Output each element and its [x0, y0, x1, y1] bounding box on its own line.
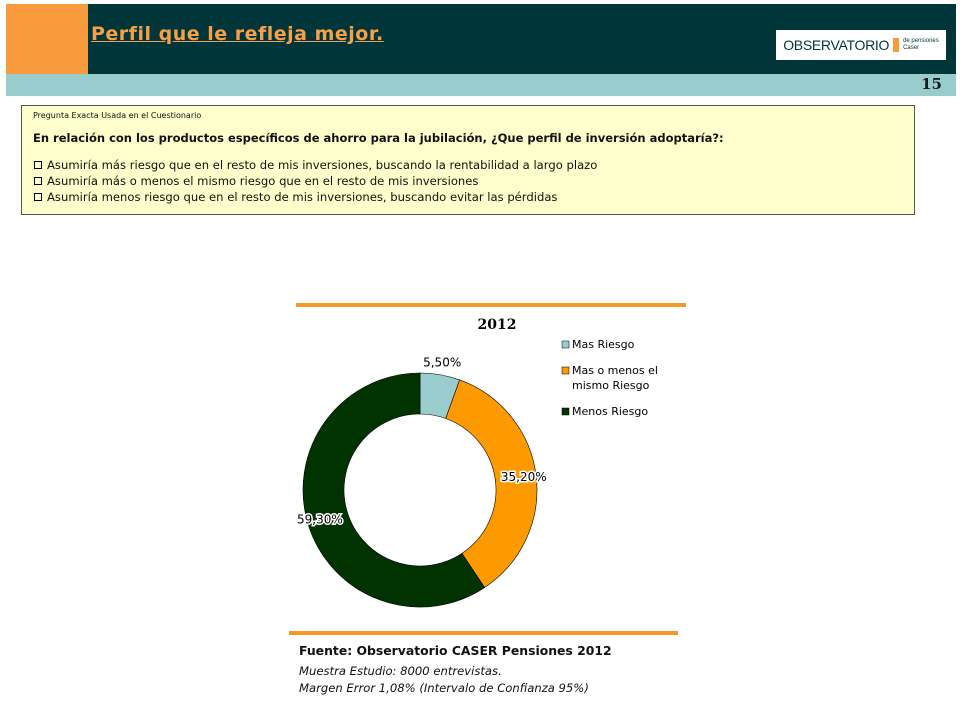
- legend-swatch-3: [562, 408, 569, 415]
- doughnut-chart: [290, 308, 690, 628]
- question-option: [33, 173, 906, 189]
- source-block: [299, 643, 612, 698]
- legend-swatch-2: [562, 367, 569, 374]
- question-options: [33, 157, 906, 205]
- observatorio-logo: [776, 30, 946, 60]
- source-title: Fuente: Observatorio CASER Pensiones 2012: [299, 643, 612, 658]
- page-number: 15: [921, 75, 942, 93]
- legend-label-3: Menos Riesgo: [572, 405, 649, 418]
- option-label: Asumiría menos riesgo que en el resto de mis inversiones, buscando evitar las pérdidas: [47, 190, 558, 204]
- sample-size: Muestra Estudio: 8000 entrevistas.: [299, 664, 502, 678]
- data-label-1: 5,50%: [423, 355, 462, 370]
- chart-bottom-rule: [289, 631, 678, 635]
- data-label-3: 59,30%: [297, 512, 343, 527]
- legend-label-1: Mas Riesgo: [572, 338, 635, 351]
- question-caption: Pregunta Exacta Usada en el Cuestionario: [33, 111, 202, 120]
- chart-top-rule: [296, 303, 686, 307]
- question-option: [33, 189, 906, 205]
- legend-label-2: mismo Riesgo: [572, 379, 650, 392]
- legend-label-2: Mas o menos el: [572, 364, 658, 377]
- chart-title: 2012: [477, 317, 517, 333]
- checkbox-icon: [34, 177, 42, 185]
- logo-wordmark: OBSERVATORIO: [783, 37, 890, 53]
- header-accent-block: [6, 4, 88, 74]
- logo-subtext: de pensiones Caser: [903, 38, 939, 51]
- checkbox-icon: [34, 193, 42, 201]
- header-band: [6, 74, 956, 96]
- page-title[interactable]: Perfil que le refleja mejor.: [91, 23, 384, 45]
- question-text: En relación con los productos específicos de ahorro para la jubilación, ¿Que perfil de inversión adoptaría?:: [33, 131, 724, 145]
- logo-mark-icon: [893, 38, 899, 52]
- error-margin: Margen Error 1,08% (Intervalo de Confianza 95%): [299, 681, 589, 695]
- checkbox-icon: [34, 161, 42, 169]
- legend-swatch-1: [562, 341, 569, 348]
- question-box: [21, 105, 915, 215]
- option-label: Asumiría más riesgo que en el resto de mis inversiones, buscando la rentabilidad a largo plazo: [47, 158, 598, 172]
- option-label: Asumiría más o menos el mismo riesgo que en el resto de mis inversiones: [47, 174, 479, 188]
- data-label-2: 35,20%: [500, 470, 547, 485]
- question-option: [33, 157, 906, 173]
